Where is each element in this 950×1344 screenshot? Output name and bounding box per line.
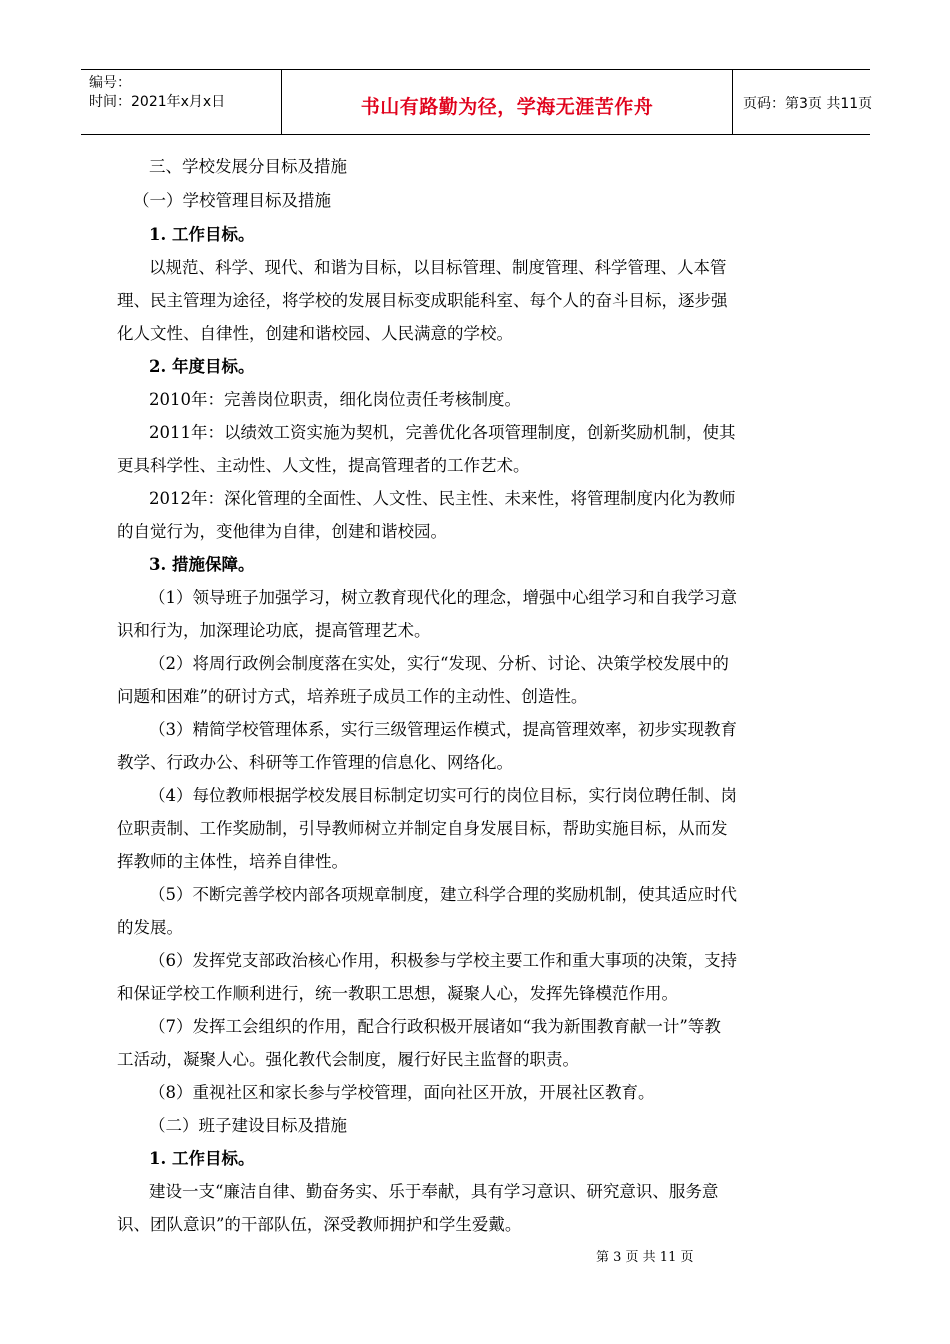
paragraph-line: 识、团队意识”的干部队伍，深受教师拥护和学生爱戴。 (117, 1215, 522, 1234)
paragraph-line: （5）不断完善学校内部各项规章制度，建立科学合理的奖励机制，使其适应时代 (149, 885, 737, 904)
paragraph-line: 以规范、科学、现代、和谐为目标，以目标管理、制度管理、科学管理、人本管 (149, 258, 727, 277)
paragraph-line: （1）领导班子加强学习，树立教育现代化的理念，增强中心组学习和自我学习意 (149, 588, 737, 607)
paragraph-line: 2012年：深化管理的全面性、人文性、民主性、未来性，将管理制度内化为教师 (149, 489, 736, 508)
paragraph-line: 建设一支“廉洁自律、勤奋务实、乐于奉献，具有学习意识、研究意识、服务意 (149, 1182, 719, 1201)
header-middle-cell (282, 70, 733, 134)
paragraph-line: 的发展。 (117, 918, 183, 937)
paragraph-line: （7）发挥工会组织的作用，配合行政积极开展诸如“我为新围教育献一计”等教 (149, 1017, 721, 1036)
header-left-cell (81, 70, 282, 134)
header-motto: 书山有路勤为径，学海无涯苦作舟 (360, 96, 654, 118)
paragraph-line: 2010年：完善岗位职责，细化岗位责任考核制度。 (149, 390, 521, 409)
paragraph-line: （4）每位教师根据学校发展目标制定切实可行的岗位目标，实行岗位聘任制、岗 (149, 786, 737, 805)
item-heading: 1. 工作目标。 (149, 225, 255, 244)
paragraph-line: （2）将周行政例会制度落在实处，实行“发现、分析、讨论、决策学校发展中的 (149, 654, 729, 673)
paragraph-line: 识和行为，加深理论功底，提高管理艺术。 (117, 621, 431, 640)
section-heading: 三、学校发展分目标及措施 (149, 157, 347, 176)
paragraph-line: 2011年：以绩效工资实施为契机，完善优化各项管理制度，创新奖励机制，使其 (149, 423, 736, 442)
subsection-heading: （一）学校管理目标及措施 (133, 191, 331, 210)
paragraph-line: 化人文性、自律性，创建和谐校园、人民满意的学校。 (117, 324, 513, 343)
paragraph-line: 和保证学校工作顺利进行，统一教职工思想，凝聚人心，发挥先锋模范作用。 (117, 984, 678, 1003)
page-footer: 第 3 页 共 11 页 (596, 1250, 694, 1265)
paragraph-line: （6）发挥党支部政治核心作用，积极参与学校主要工作和重大事项的决策，支持 (149, 951, 737, 970)
paragraph-line: 工活动，凝聚人心。强化教代会制度，履行好民主监督的职责。 (117, 1050, 579, 1069)
document-number-label: 编号： (89, 75, 131, 91)
paragraph-line: 更具科学性、主动性、人文性，提高管理者的工作艺术。 (117, 456, 530, 475)
item-heading: 1. 工作目标。 (149, 1149, 255, 1168)
paragraph-line: 的自觉行为，变他律为自律，创建和谐校园。 (117, 522, 447, 541)
header-table (81, 69, 873, 135)
paragraph-line: （3）精简学校管理体系，实行三级管理运作模式，提高管理效率，初步实现教育 (149, 720, 737, 739)
paragraph-line: 挥教师的主体性，培养自律性。 (117, 852, 348, 871)
subsection-heading: （二）班子建设目标及措施 (149, 1116, 347, 1135)
document-time-label: 时间：2021年x月x日 (89, 94, 226, 110)
header-right-cell (733, 70, 873, 134)
paragraph-line: 问题和困难”的研讨方式，培养班子成员工作的主动性、创造性。 (117, 687, 588, 706)
item-heading: 3. 措施保障。 (149, 555, 255, 574)
paragraph-line: （8）重视社区和家长参与学校管理，面向社区开放，开展社区教育。 (149, 1083, 655, 1102)
paragraph-line: 教学、行政办公、科研等工作管理的信息化、网络化。 (117, 753, 513, 772)
paragraph-line: 位职责制、工作奖励制，引导教师树立并制定自身发展目标，帮助实施目标，从而发 (117, 819, 728, 838)
item-heading: 2. 年度目标。 (149, 357, 255, 376)
paragraph-line: 理、民主管理为途径，将学校的发展目标变成职能科室、每个人的奋斗目标，逐步强 (117, 291, 728, 310)
header-page-info: 页码：第3页 共11页 (743, 96, 873, 112)
